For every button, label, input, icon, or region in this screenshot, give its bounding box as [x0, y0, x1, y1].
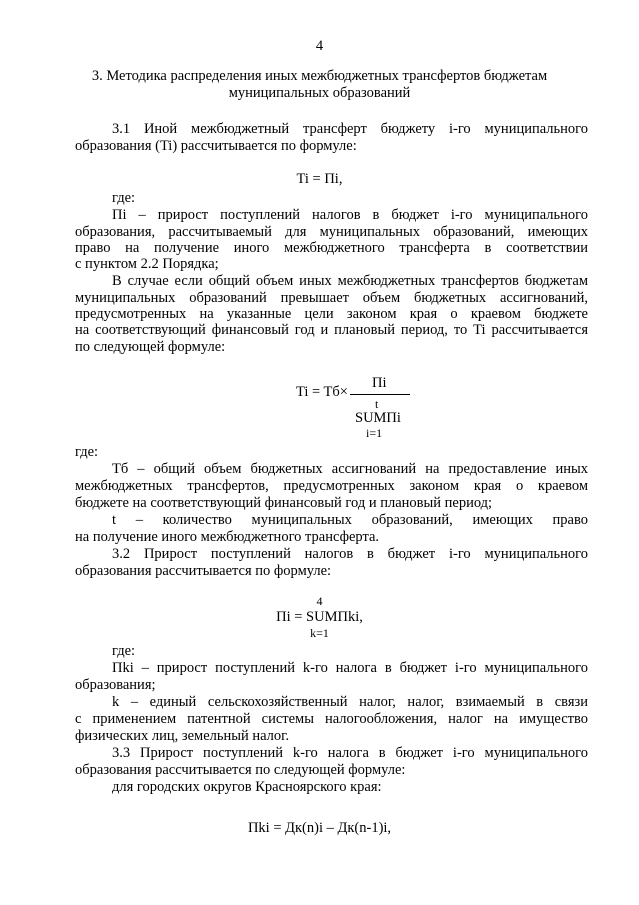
case-line-5: по следующей формуле: — [75, 339, 226, 355]
section-title-line-1: 3. Методика распределения иных межбюджетных трансфертов бюджетам — [91, 68, 548, 84]
formula-sum-lower: i=1 — [366, 426, 383, 440]
p33-line-1: 3.3 Прирост поступлений k-го налога в бюджет i-го муниципального — [112, 745, 588, 761]
where-label-2: где: — [75, 444, 99, 460]
def-k-line-2: с применением патентной системы налогообложения, налог на имущество — [75, 711, 588, 727]
def-pi-line-4: с пунктом 2.2 Порядка; — [75, 256, 219, 272]
formula-sum-upper: t — [375, 397, 379, 411]
def-tb-line-2: межбюджетных трансфертов, предусмотренных законом края о краевом — [75, 478, 588, 494]
p33-line-2: образования рассчитывается по следующей формуле: — [75, 762, 406, 778]
formula-ti: Ti = Пi, — [296, 171, 343, 187]
p32-line-1: 3.2 Прирост поступлений налогов в бюджет i-го муниципального — [112, 546, 588, 562]
def-tb-line-1: Тб – общий объем бюджетных ассигнований на предоставление иных — [112, 461, 588, 477]
def-k-line-1: k – единый сельскохозяйственный налог, налог, взимаемый в связи — [112, 694, 588, 710]
formula-pi-upper: 4 — [316, 594, 323, 608]
where-label-1: где: — [112, 190, 136, 206]
def-pi-line-1: Пi – прирост поступлений налогов в бюджет i-го муниципального — [112, 207, 588, 223]
case-line-3: предусмотренных на указанные цели законом края о краевом бюджете — [75, 306, 588, 322]
where-label-3: где: — [112, 643, 136, 659]
def-pki-line-2: образования; — [75, 677, 156, 693]
case-line-1: В случае если общий объем иных межбюджетных трансфертов бюджетам — [112, 273, 588, 289]
formula-pi: Пi = SUMПki, — [276, 609, 363, 625]
formula-ti-lhs: Ti = Tб× — [296, 384, 348, 400]
formula-ti-numerator: Пi — [372, 375, 387, 391]
def-t-line-2: на получение иного межбюджетного трансферта. — [75, 529, 380, 545]
def-tb-line-3: бюджете на соответствующий финансовый год и плановый период; — [75, 495, 493, 511]
formula-pi-lower: k=1 — [310, 626, 329, 640]
def-t-line-1: t – количество муниципальных образований, имеющих право — [112, 512, 588, 528]
def-pki-line-1: Пki – прирост поступлений k-го налога в бюджет i-го муниципального — [112, 660, 588, 676]
formula-sum: SUMПi — [355, 410, 401, 426]
section-title-line-2: муниципальных образований — [228, 85, 411, 101]
formula-pki: Пki = Дк(n)i – Дк(n-1)i, — [247, 820, 392, 836]
p31-line-1: 3.1 Иной межбюджетный трансферт бюджету i-го муниципального — [112, 121, 588, 137]
case-line-2: муниципальных образований превышает объем бюджетных ассигнований, — [75, 290, 588, 306]
def-pi-line-3: право на получение иного межбюджетного трансферта в соответствии — [75, 240, 588, 256]
p32-line-2: образования рассчитывается по формуле: — [75, 563, 332, 579]
page-number: 4 — [315, 38, 324, 54]
p31-line-2: образования (Ti) рассчитывается по формуле: — [75, 138, 357, 154]
def-pi-line-2: образования, рассчитываемый для муниципальных образований, имеющих — [75, 224, 588, 240]
fraction-bar — [350, 394, 410, 395]
p33-line-3: для городских округов Красноярского края: — [112, 779, 382, 795]
case-line-4: на соответствующий финансовый год и плановый период, то Ti рассчитывается — [75, 322, 588, 338]
def-k-line-3: физических лиц, земельный налог. — [75, 728, 290, 744]
